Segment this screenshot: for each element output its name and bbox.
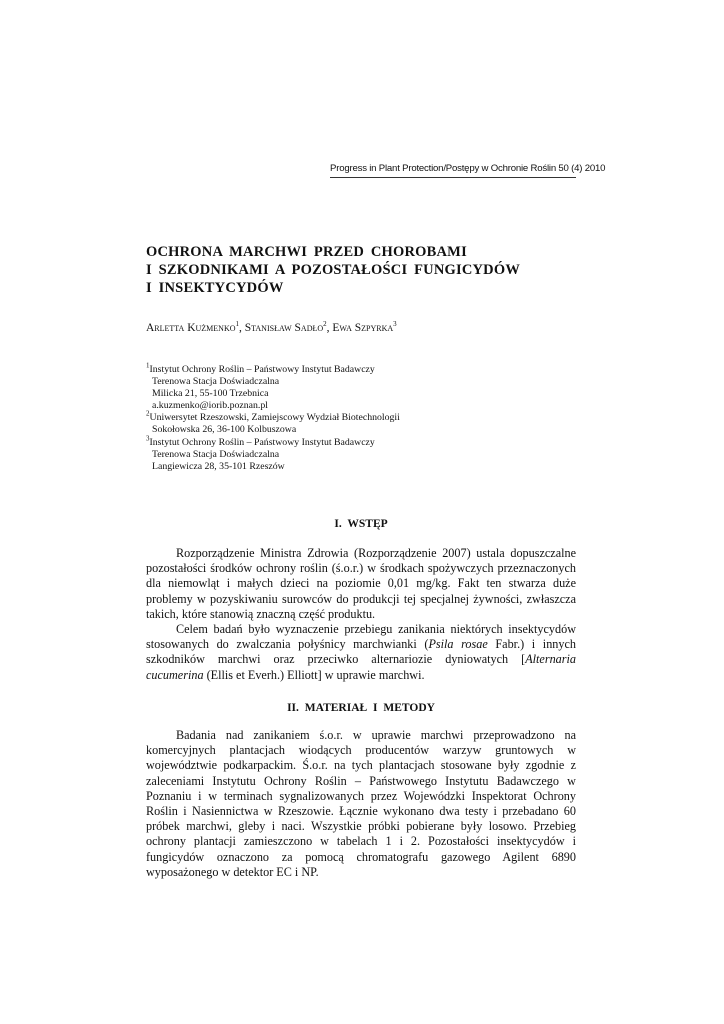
section-heading-methods: II. MATERIAŁ I METODY <box>287 702 435 714</box>
author-name: Stanisław Sadło <box>244 322 324 334</box>
affiliation-line: Sokołowska 26, 36-100 Kolbuszowa <box>152 424 297 436</box>
affil-mark: 1 <box>146 361 150 370</box>
title-line-1: OCHRONA MARCHWI PRZED CHOROBAMI <box>146 244 467 260</box>
article-title <box>146 243 586 297</box>
author-list: Arletta Kużmenko$^1$, Stanisław Sadło$^2$, Ewa Szpyrka$^3$ <box>146 320 397 334</box>
paragraph: Celem badań było wyznaczenie przebiegu zanikania niektórych insektycydów stosowanych do zwalczania połyśnicy marchwianki (Psila rosae Fabr.) i innych szkodników marchwi oraz przeciwko alternariozie dyniowatych [Alternaria cucumerina (Ellis et Everh.) Elliott] w uprawie marchwi. <box>146 622 576 682</box>
affiliation-line: Terenowa Stacja Doświadczalna <box>152 376 280 388</box>
affiliation-line: $^1$Instytut Ochrony Roślin – Państwowy Instytut Badawczy <box>146 361 375 375</box>
affiliation-line: $^3$Instytut Ochrony Roślin – Państwowy Instytut Badawczy <box>146 434 375 448</box>
affiliation-line: Milicka 21, 55-100 Trzebnica <box>152 388 269 400</box>
author-affil-mark: 3 <box>393 320 397 329</box>
author-affil-mark: 1 <box>235 320 240 329</box>
paragraph: Badania nad zanikaniem ś.o.r. w uprawie marchwi przeprowadzono na komercyjnych plantacjach wiodących producentów warzyw gruntowych w województwie podkarpackim. Ś.o.r. na tych plantacjach stosowane były zgodnie z zaleceniami Instytutu Ochrony Roślin – Państwowego Instytutu Badawczego w Poznaniu i w terminach sygnalizowanych przez Wojewódzki Inspektorat Ochrony Roślin i Nasiennictwa w Rzeszowie. Łącznie wykonano dwa testy i przebadano 60 próbek marchwi, gleby i naci. Wszystkie próbki pobierane były losowo. Przebieg ochrony plantacji zamieszczono w tabelach 1 i 2. Pozostałości insektycydów i fungicydów oznaczono za pomocą chromatografu gazowego Agilent 6890 wyposażonego w detektor EC i NP. <box>146 728 576 879</box>
paragraph: Rozporządzenie Ministra Zdrowia (Rozporządzenie 2007) ustala dopuszczalne pozostałości środków ochrony roślin (ś.o.r.) w środkach spożywczych przeznaczonych dla niemowląt i małych dzieci na poziomie 0,01 mg/kg. Fakt ten stwarza duże problemy w pozyskiwaniu surowców do produkcji tej specjalnej żywności, zwłaszcza takich, które stanowią znaczną część produktu. <box>146 546 576 621</box>
title-line-3: I INSEKTYCYDÓW <box>146 280 284 296</box>
methods-body <box>146 728 576 880</box>
affiliations <box>146 361 586 473</box>
affiliation-line: $^2$Uniwersytet Rzeszowski, Zamiejscowy Wydział Biotechnologii <box>146 410 400 424</box>
section-heading-introduction: I. WSTĘP <box>334 518 388 530</box>
affil-mark: 2 <box>146 410 150 419</box>
author-name: Ewa Szpyrka <box>332 322 394 334</box>
affiliation-email: a.kuzmenko@iorib.poznan.pl <box>152 400 268 412</box>
affil-mark: 3 <box>146 434 150 443</box>
title-line-2: I SZKODNIKAMI A POZOSTAŁOŚCI FUNGICYDÓW <box>146 262 521 278</box>
affiliation-line: Terenowa Stacja Doświadczalna <box>152 448 280 460</box>
author-name: Arletta Kużmenko <box>146 322 236 334</box>
introduction-body <box>146 546 576 683</box>
header-rule <box>330 177 576 178</box>
affiliation-line: Langiewicza 28, 35-101 Rzeszów <box>152 460 285 472</box>
running-head: Progress in Plant Protection/Postępy w Ochronie Roślin 50 (4) 2010 <box>330 163 606 174</box>
author-affil-mark: 2 <box>323 320 327 329</box>
